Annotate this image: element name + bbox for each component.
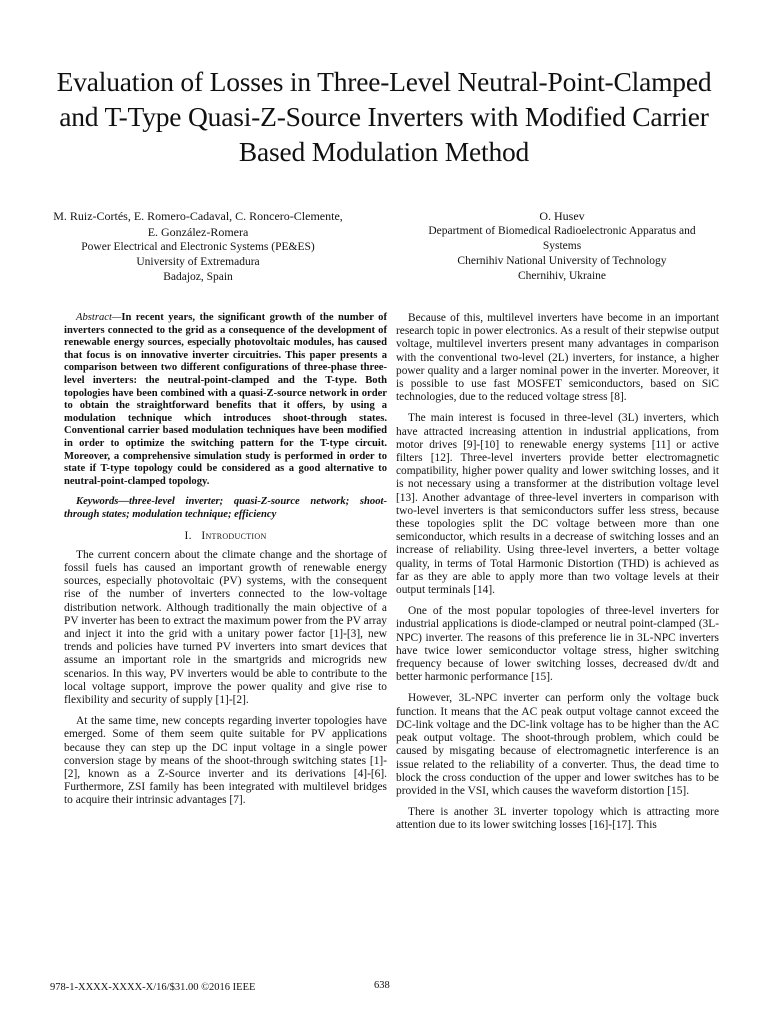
author-names: M. Ruiz-Cortés, E. Romero-Cadaval, C. Roncero-Clemente, E. González-Romera: [53, 209, 343, 239]
paragraph: The current concern about the climate change and the shortage of fossil fuels has caused an important growth of renewable energy sources, especially photovoltaic (PV) systems, with the consequent rise of the number of inverters connected to the low-voltage distribution network. Although traditionally the main objective of a PV inverter has been to extract the maximum power from the PV array and inject it into the grid with a unitary power factor [1]-[3], new trends and policies have turned PV inverters into smart devices that assume an important role in the smartgrids and microgrids new scenarios. In this way, PV inverters would be able to contribute to the local voltage support, improve the power quality and give rise to flexibility and security of supply [1]-[2].: [64, 548, 387, 706]
right-column: [396, 312, 719, 841]
section-number: I.: [184, 529, 192, 542]
left-paragraphs: [64, 549, 387, 808]
paragraph: However, 3L-NPC inverter can perform only the voltage buck function. It means that the AC peak output voltage cannot exceed the DC-link voltage and the DC-link voltage has to be higher than the AC peak output voltage. The shoot-through problem, which could be caused by misgating because of electromagnetic interference is an issue related to the reliability of a converter. Thus, the dead time to block the cross conduction of the upper and lower switches has to be provided in the VSI, which causes the waveform distortion [15].: [396, 692, 719, 797]
author-block-left: [48, 208, 348, 285]
author-affiliation: Power Electrical and Electronic Systems (PE&ES): [81, 241, 315, 253]
section-heading: [64, 530, 387, 543]
keywords: Keywords—three-level inverter; quasi-Z-source network; shoot-through states; modulation technique; efficiency: [64, 496, 387, 520]
section-title: Introduction: [201, 529, 267, 542]
paper-title: Evaluation of Losses in Three-Level Neutral-Point-Clamped and T-Type Quasi-Z-Source Inverters with Modified Carrier Based Modulation Method: [56, 66, 712, 167]
paragraph: At the same time, new concepts regarding inverter topologies have emerged. Some of them seem quite suitable for PV applications because they can step up the DC input voltage in a single power conversion stage by means of the shoot-through switching states [1]-[2], known as a Z-Source inverter and its derivations [4]-[6]. Furthermore, ZSI family has been integrated with multilevel bridges to acquire their intrinsic advantages [7].: [64, 715, 387, 807]
page-number: 638: [374, 980, 390, 991]
paragraph: One of the most popular topologies of three-level inverters for industrial applications is diode-clamped or neutral point-clamped (3L-NPC) inverter. The reasons of this preference lie in 3L-NPC inverters have twice lower semiconductor voltage stress, higher switching frequency because of lower switching losses, decreased dv/dt and better harmonic performance [15].: [396, 605, 719, 684]
author-affiliation: Department of Biomedical Radioelectronic Apparatus and Systems: [428, 225, 696, 252]
paragraph: Because of this, multilevel inverters have become in an important research topic in power electronics. As a result of their stepwise output voltage, multilevel inverters present many advantages in comparison with the conventional two-level (2L) inverters, for instance, a higher power quality and a larger nominal power in the inverter. Moreover, it is possible to use fast MOSFET semiconductors, based on SiC technologies, due to the reduced voltage stress [8].: [396, 312, 719, 404]
abstract-text: In recent years, the significant growth of the number of inverters connected to the grid as a consequence of the development of renewable energy sources, especially photovoltaic modules, has caused that focus is on innovative inverter circuitries. This paper presents a comparison between two different configurations of three-phase three-level inverters: the neutral-point-clamped and the T-type. Both topologies have been combined with a quasi-Z-source network in order to obtain the straightforward benefits that it offers, by using a modulation technique which introduces shoot-through states. Conventional carrier based modulation techniques have been modified in order to optimize the switching pattern for the T-type circuit. Moreover, a comprehensive simulation study is performed in order to state if T-type topology could be considered as a good alternative to neutral-point-clamped topology.: [64, 312, 387, 487]
author-location: Chernihiv, Ukraine: [517, 270, 607, 282]
abstract: [64, 312, 387, 488]
author-block-right: [412, 208, 712, 284]
author-institution: University of Extremadura: [136, 256, 260, 268]
left-column: [64, 312, 387, 816]
paragraph: There is another 3L inverter topology which is attracting more attention due to its lower switching losses [16]-[17]. This: [396, 806, 719, 832]
author-location: Badajoz, Spain: [163, 271, 233, 283]
author-institution: Chernihiv National University of Technology: [457, 255, 667, 267]
copyright-notice: 978-1-XXXX-XXXX-X/16/$31.00 ©2016 IEEE: [50, 982, 256, 993]
abstract-lead: Abstract—: [76, 312, 122, 323]
paragraph: The main interest is focused in three-level (3L) inverters, which have attracted increasing attention in industrial applications, from motor drives [9]-[10] to renewable energy systems [11] or active filters [12]. Three-level inverters provide better electromagnetic compatibility, higher power quality and lower switching losses, and it is not necessary using a transformer at the distribution voltage level [13]. Another advantage of three-level inverters in comparison with two-level inverters is that semiconductors suffer less stress, because these topologies split the DC voltage between more than one semiconductor, which results in a decrease of switching losses and an increase of reliability. Using three-level inverters, a better voltage quality, in terms of Total Harmonic Distortion (THD) is achieved as far as they are able to apply more than two voltage levels at their output terminals [14].: [396, 412, 719, 597]
author-names: O. Husev: [539, 209, 585, 223]
